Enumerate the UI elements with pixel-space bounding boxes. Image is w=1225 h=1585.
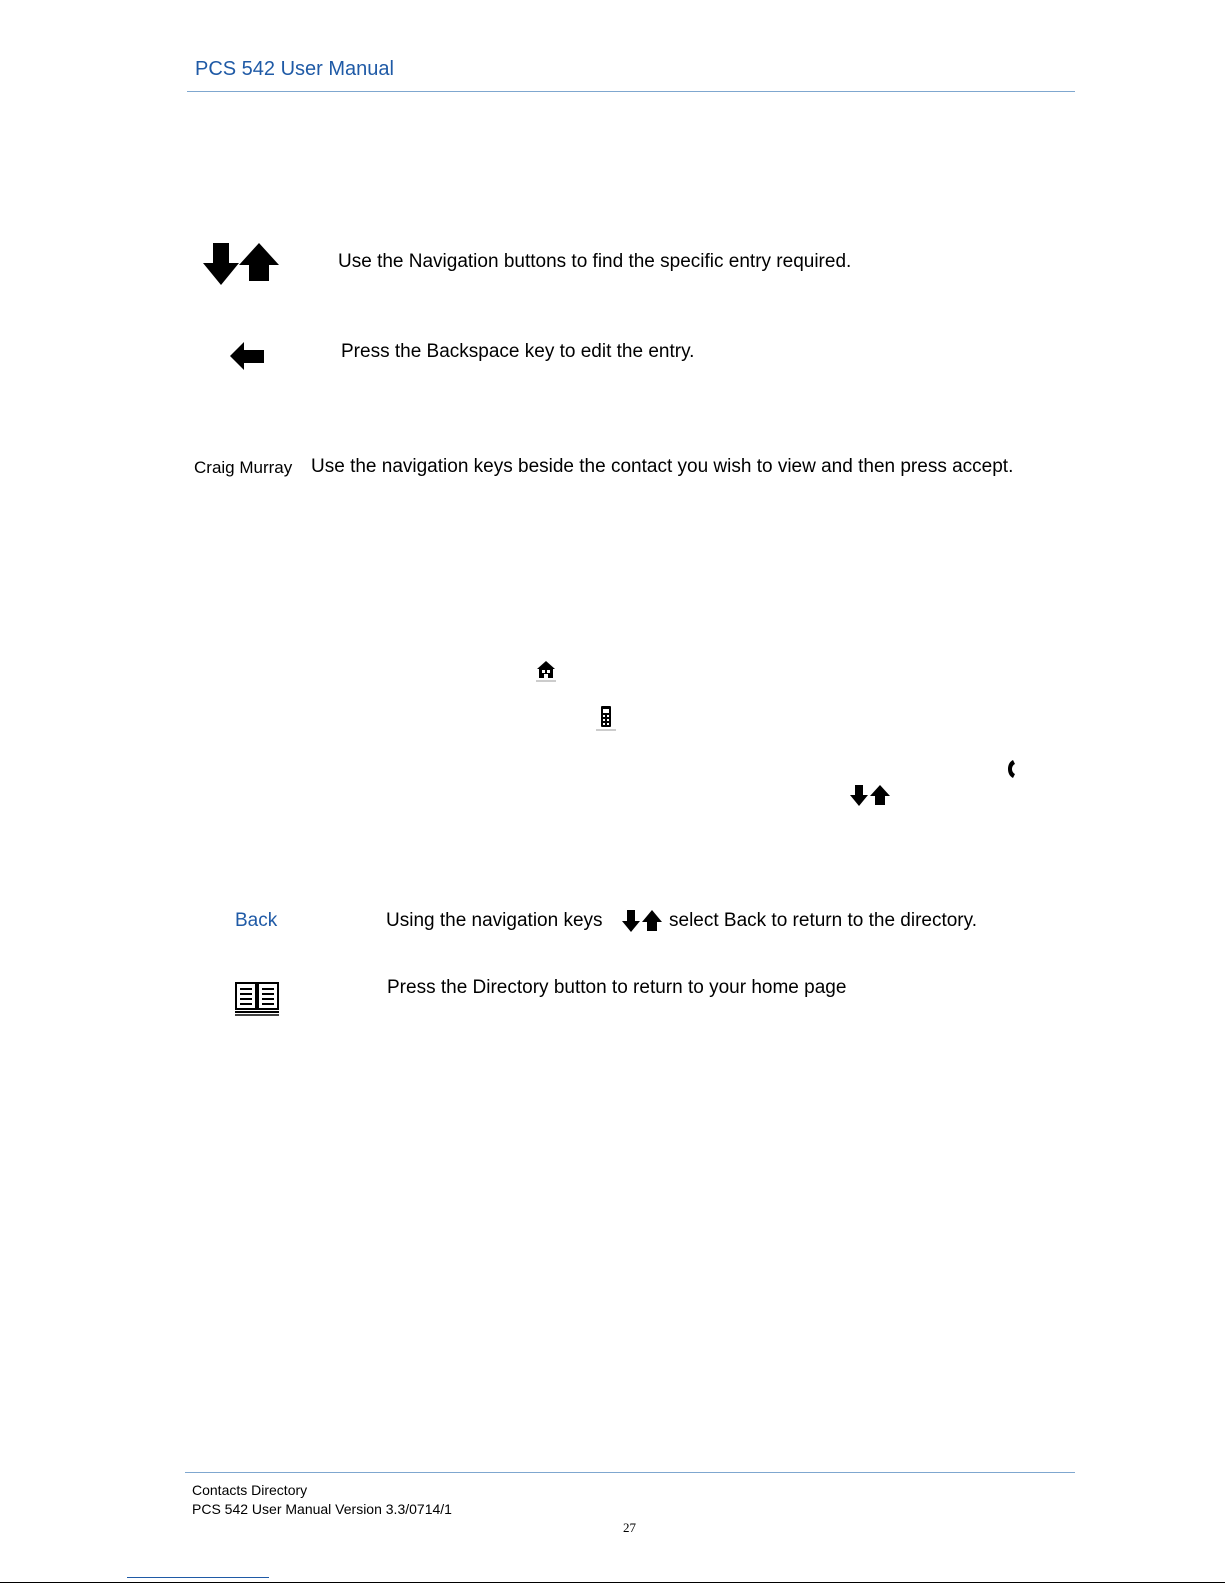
directory-instruction: Press the Directory button to return to your home page	[387, 977, 847, 998]
home-icon	[536, 660, 556, 682]
back-instruction-start: Using the navigation keys	[386, 910, 603, 931]
backspace-instruction: Press the Backspace key to edit the entry.	[341, 341, 695, 362]
mobile-phone-icon	[596, 705, 616, 731]
contact-name-label: Craig Murray	[194, 458, 293, 477]
page-bottom-border	[0, 1582, 1225, 1583]
contact-view-instruction: Use the navigation keys beside the contact you wish to view and then press accept.	[311, 456, 1014, 477]
footer-version: PCS 542 User Manual Version 3.3/0714/1	[192, 1501, 452, 1517]
directory-book-icon	[235, 981, 279, 1017]
footer-divider	[185, 1472, 1075, 1473]
back-instruction-end: select Back to return to the directory.	[669, 910, 978, 931]
footer-section-title: Contacts Directory	[192, 1482, 308, 1498]
navigation-down-up-icon	[622, 910, 662, 934]
handset-icon	[1007, 759, 1017, 779]
header-divider	[187, 91, 1075, 92]
footer-link-underline	[127, 1577, 269, 1578]
navigation-instruction: Use the Navigation buttons to find the specific entry required.	[338, 251, 852, 272]
back-label: Back	[235, 910, 278, 931]
page-number: 27	[623, 1520, 636, 1535]
navigation-down-up-icon	[203, 243, 279, 287]
page-header-title: PCS 542 User Manual	[195, 58, 394, 80]
navigation-down-up-icon	[850, 785, 890, 807]
backspace-left-arrow-icon	[230, 342, 264, 370]
